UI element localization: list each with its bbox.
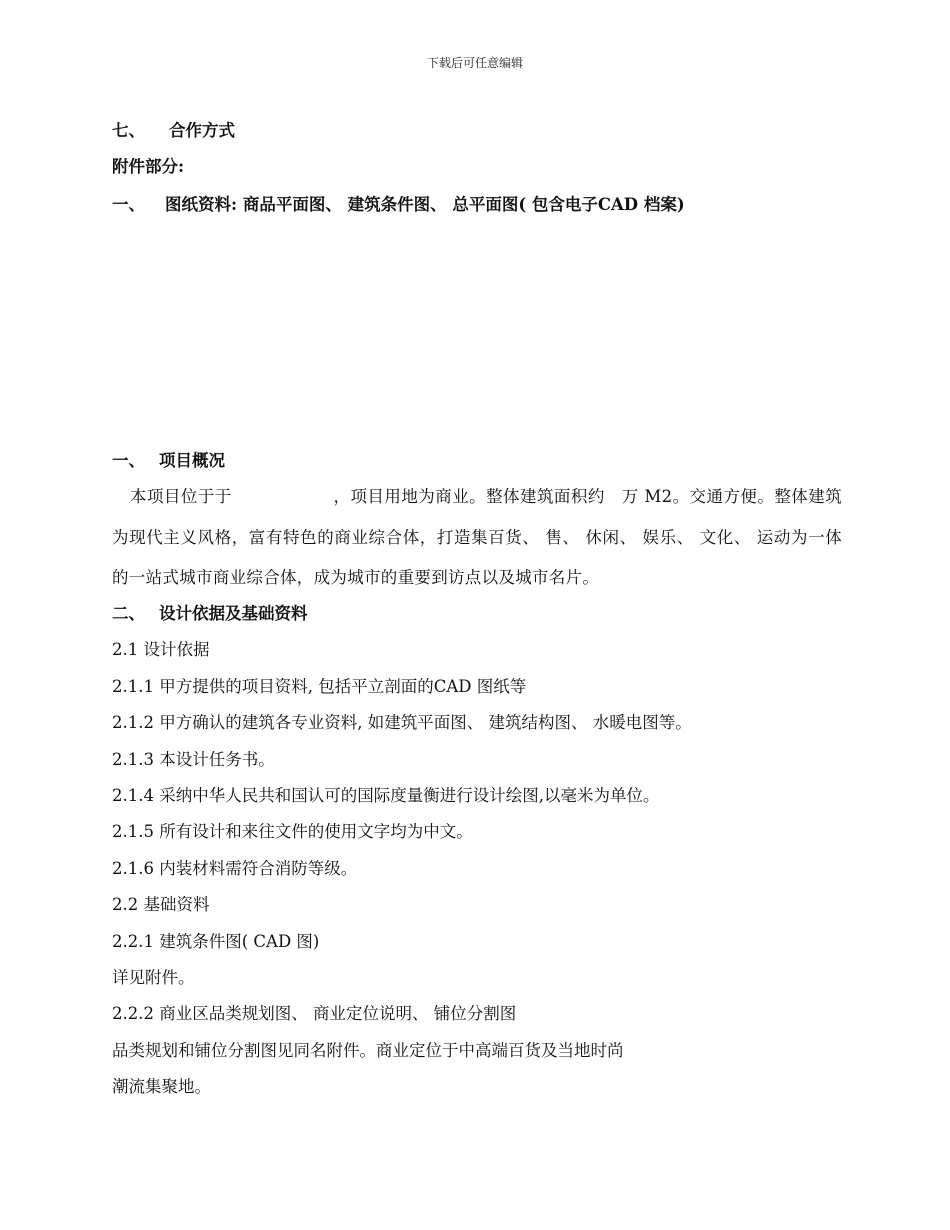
overview-paragraph: 本项目位于于 ，项目用地为商业。整体建筑面积约 万 M2。交通方便。整体建筑为现代主义风格，富有特色的商业综合体，打造集百货、 售、 休闲、 娱乐、 文化、 运动为一体的一站式城市商业综合体，成为城市的重要到访点以及城市名片。 <box>112 487 842 587</box>
design-number: 二、 <box>112 604 145 623</box>
appendix-item-1-text: 图纸资料: 商品平面图、 建筑条件图、 总平面图( 包含电子CAD 档案) <box>165 195 685 214</box>
section-7-number: 七、 <box>112 121 145 140</box>
overview-number: 一、 <box>112 451 145 470</box>
section-7-heading <box>112 121 235 141</box>
design-line-2-1-5: 2.1.5 所有设计和来往文件的使用文字均为中文。 <box>112 822 473 841</box>
overview-heading <box>112 451 225 471</box>
design-title: 设计依据及基础资料 <box>159 604 308 623</box>
page-header-note: 下载后可任意编辑 <box>426 56 523 70</box>
section-7-title: 合作方式 <box>169 121 235 140</box>
design-line-2-2: 2.2 基础资料 <box>112 895 210 914</box>
design-line-2-1-4: 2.1.4 采纳中华人民共和国认可的国际度量衡进行设计绘图,以毫米为单位。 <box>112 786 660 805</box>
design-line-2-2-2: 2.2.2 商业区品类规划图、 商业定位说明、 铺位分割图 <box>112 1004 517 1023</box>
design-line-2-1-6: 2.1.6 内装材料需符合消防等级。 <box>112 859 358 878</box>
design-heading <box>112 604 308 624</box>
design-line-2-1-1: 2.1.1 甲方提供的项目资料, 包括平立剖面的CAD 图纸等 <box>112 677 527 696</box>
appendix-item-1 <box>112 195 685 215</box>
design-line-2-1: 2.1 设计依据 <box>112 640 210 659</box>
design-line-2-1-3: 2.1.3 本设计任务书。 <box>112 750 275 769</box>
design-line-see-appendix: 详见附件。 <box>112 968 195 987</box>
design-line-2-2-1: 2.2.1 建筑条件图( CAD 图) <box>112 932 320 951</box>
appendix-title: 附件部分: <box>112 157 185 176</box>
design-line-trend-hub: 潮流集聚地。 <box>112 1077 211 1096</box>
appendix-item-1-number: 一、 <box>112 195 145 214</box>
design-line-2-1-2: 2.1.2 甲方确认的建筑各专业资料, 如建筑平面图、 建筑结构图、 水暖电图等。 <box>112 713 692 732</box>
overview-title: 项目概况 <box>159 451 225 470</box>
design-line-category-plan: 品类规划和铺位分割图见同名附件。商业定位于中高端百货及当地时尚 <box>112 1041 624 1060</box>
